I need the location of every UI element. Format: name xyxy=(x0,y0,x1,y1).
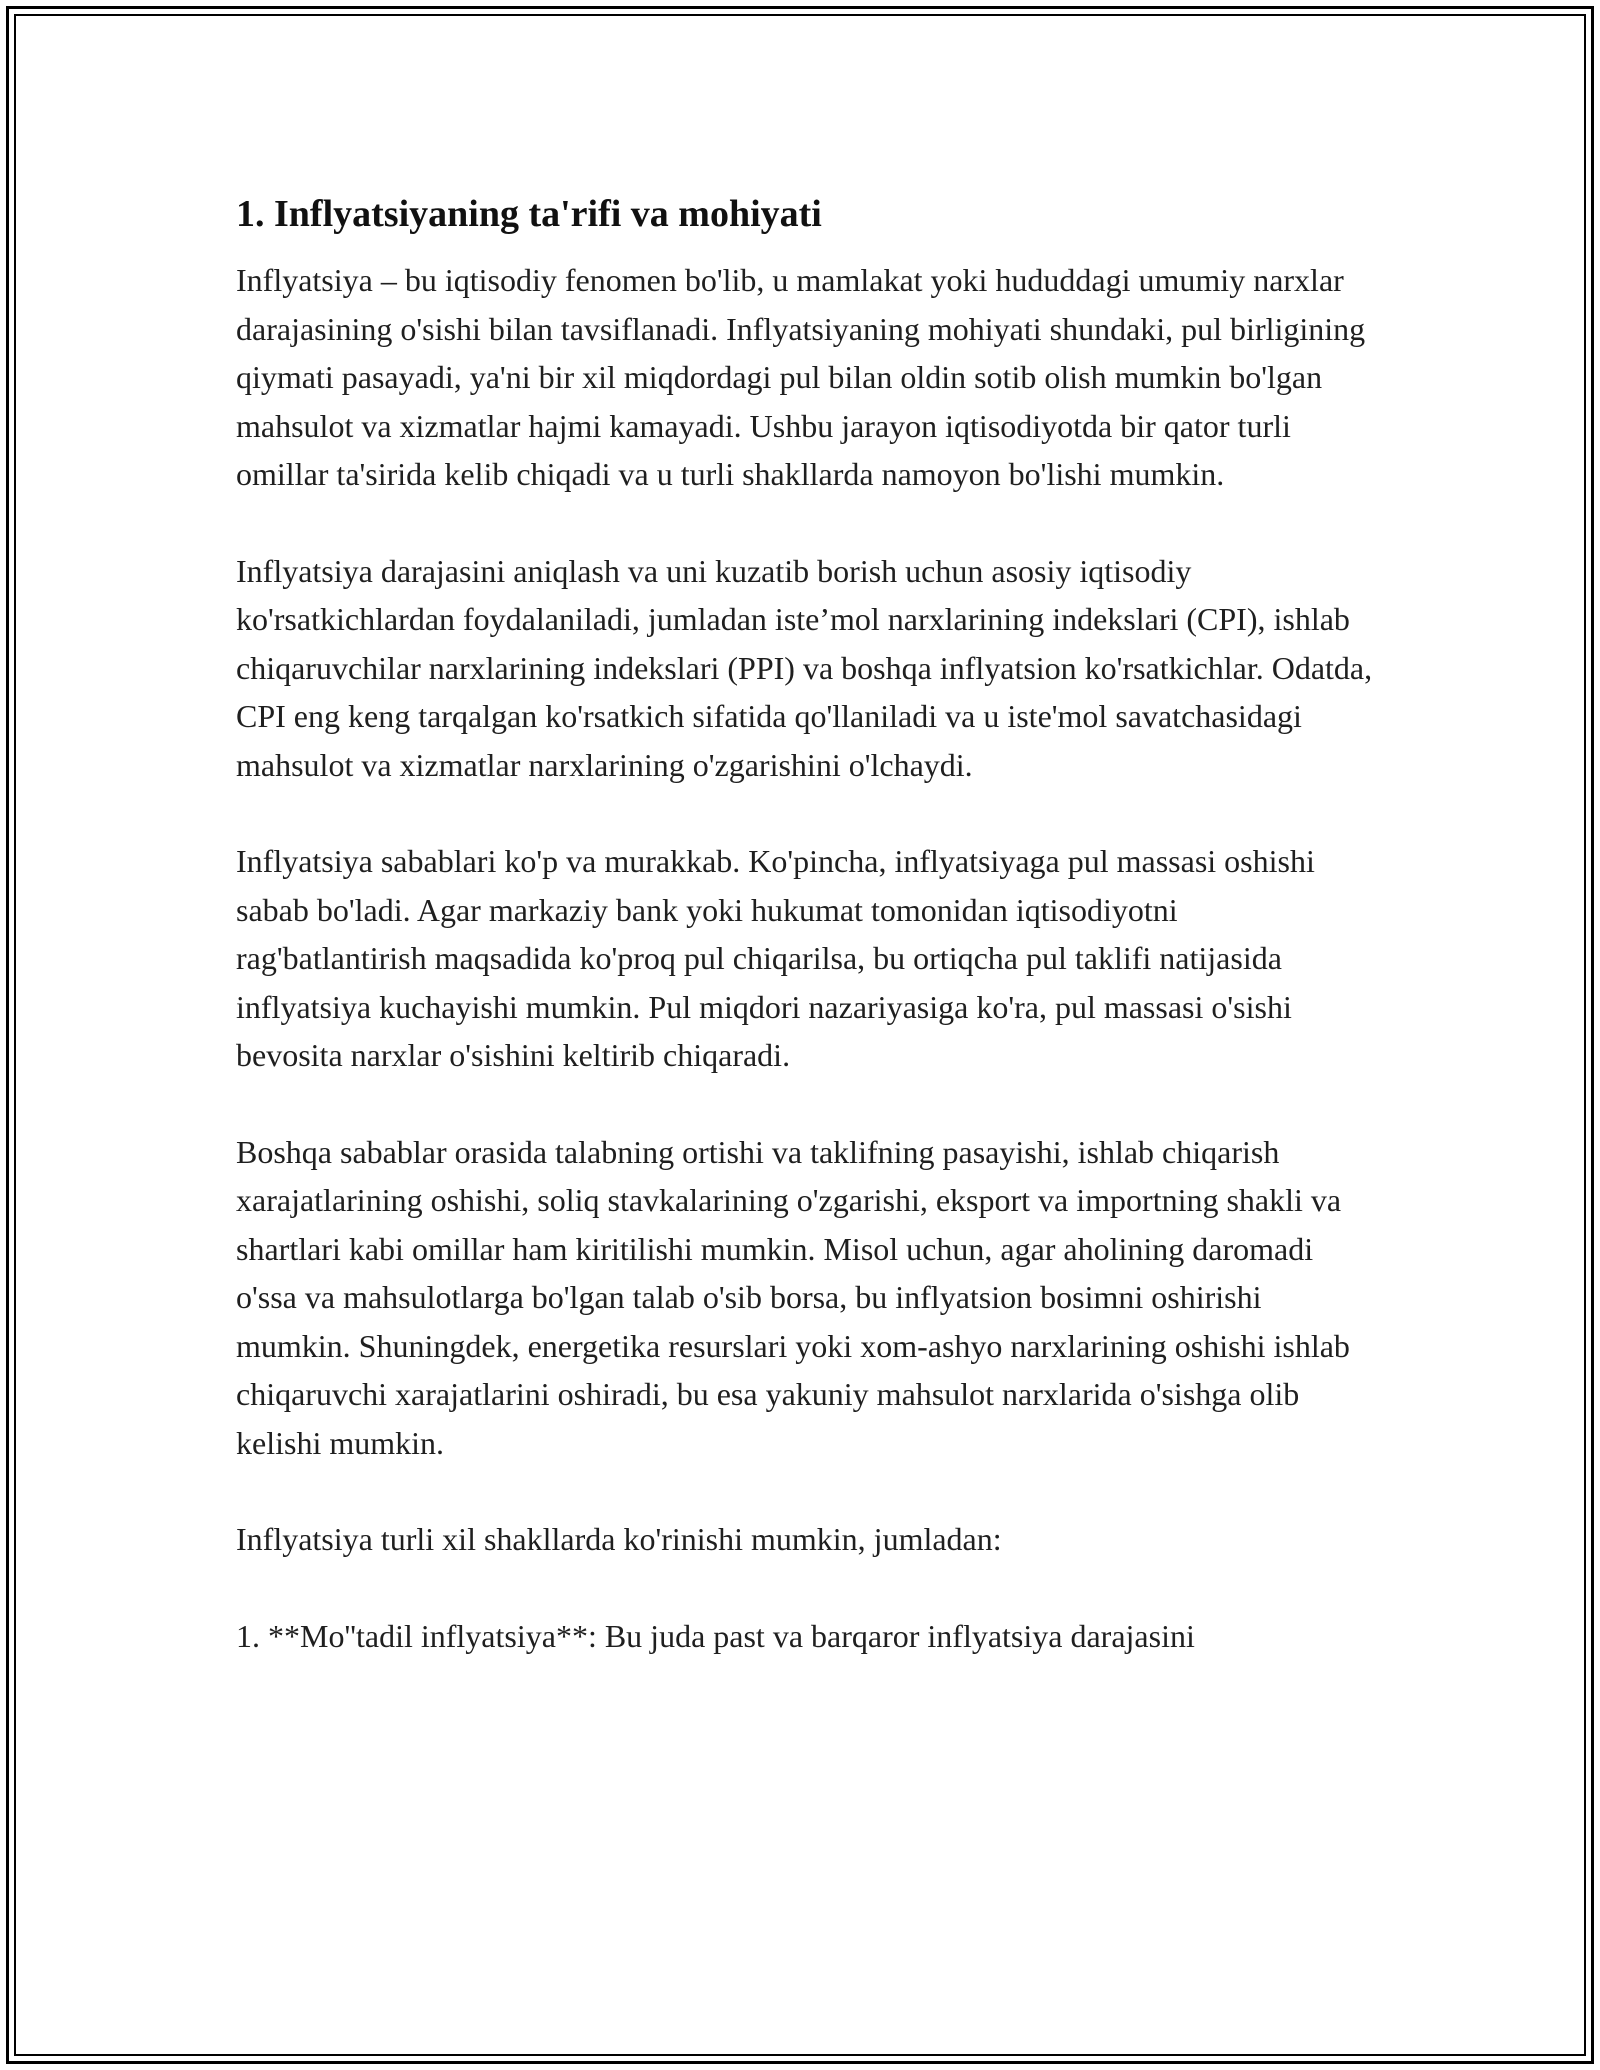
paragraph-indicators: Inflyatsiya darajasini aniqlash va uni kuzatib borish uchun asosiy iqtisodiy ko'rsatkichlardan foydalaniladi, jumladan iste’mol narxlarining indekslari (CPI), ishlab chiqaruvchilar narxlarining indekslari (PPI) va boshqa inflyatsion ko'rsatkichlar. Odatda, CPI eng keng tarqalgan ko'rsatkich sifatida qo'llaniladi va u iste'mol savatchasidagi mahsulot va xizmatlar narxlarining o'zgarishini o'lchaydi. xyxy=(236,552,1373,783)
document-body xyxy=(236,186,1376,1708)
paragraph-causes: Inflyatsiya sabablari ko'p va murakkab. Ko'pincha, inflyatsiyaga pul massasi oshishi sabab bo'ladi. Agar markaziy bank yoki hukumat tomonidan iqtisodiyotni rag'batlantirish maqsadida ko'proq pul chiqarilsa, bu ortiqcha pul taklifi natijasida inflyatsiya kuchayishi mumkin. Pul miqdori nazariyasiga ko'ra, pul massasi o'sishi bevosita narxlar o'sishini keltirib chiqaradi. xyxy=(236,843,1315,1073)
paragraph-other-causes: Boshqa sabablar orasida talabning ortishi va taklifning pasayishi, ishlab chiqarish xarajatlarining oshishi, soliq stavkalarining o'zgarishi, eksport va importning shakli va shartlari kabi omillar ham kiritilishi mumkin. Misol uchun, agar aholining daromadi o'ssa va mahsulotlarga bo'lgan talab o'sib borsa, bu inflyatsion bosimni oshirishi mumkin. Shuningdek, energetika resurslari yoki xom-ashyo narxlarining oshishi ishlab chiqaruvchi xarajatlarini oshiradi, bu esa yakuniy mahsulot narxlarida o'sishga olib kelishi mumkin. xyxy=(236,1133,1350,1461)
list-item-moderate-inflation: 1. **Mo''tadil inflyatsiya**: Bu juda past va barqaror inflyatsiya darajasini xyxy=(236,1617,1195,1654)
paragraph-definition: Inflyatsiya – bu iqtisodiy fenomen bo'lib, u mamlakat yoki hududdagi umumiy narxlar darajasining o'sishi bilan tavsiflanadi. Inflyatsiyaning mohiyati shundaki, pul birligining qiymati pasayadi, ya'ni bir xil miqdordagi pul bilan oldin sotib olish mumkin bo'lgan mahsulot va xizmatlar hajmi kamayadi. Ushbu jarayon iqtisodiyotda bir qator turli omillar ta'sirida kelib chiqadi va u turli shakllarda namoyon bo'lishi mumkin. xyxy=(236,262,1366,492)
section-heading: 1. Inflyatsiyaning ta'rifi va mohiyati xyxy=(236,193,822,235)
paragraph-forms-intro: Inflyatsiya turli xil shakllarda ko'rinishi mumkin, jumladan: xyxy=(236,1521,1002,1557)
